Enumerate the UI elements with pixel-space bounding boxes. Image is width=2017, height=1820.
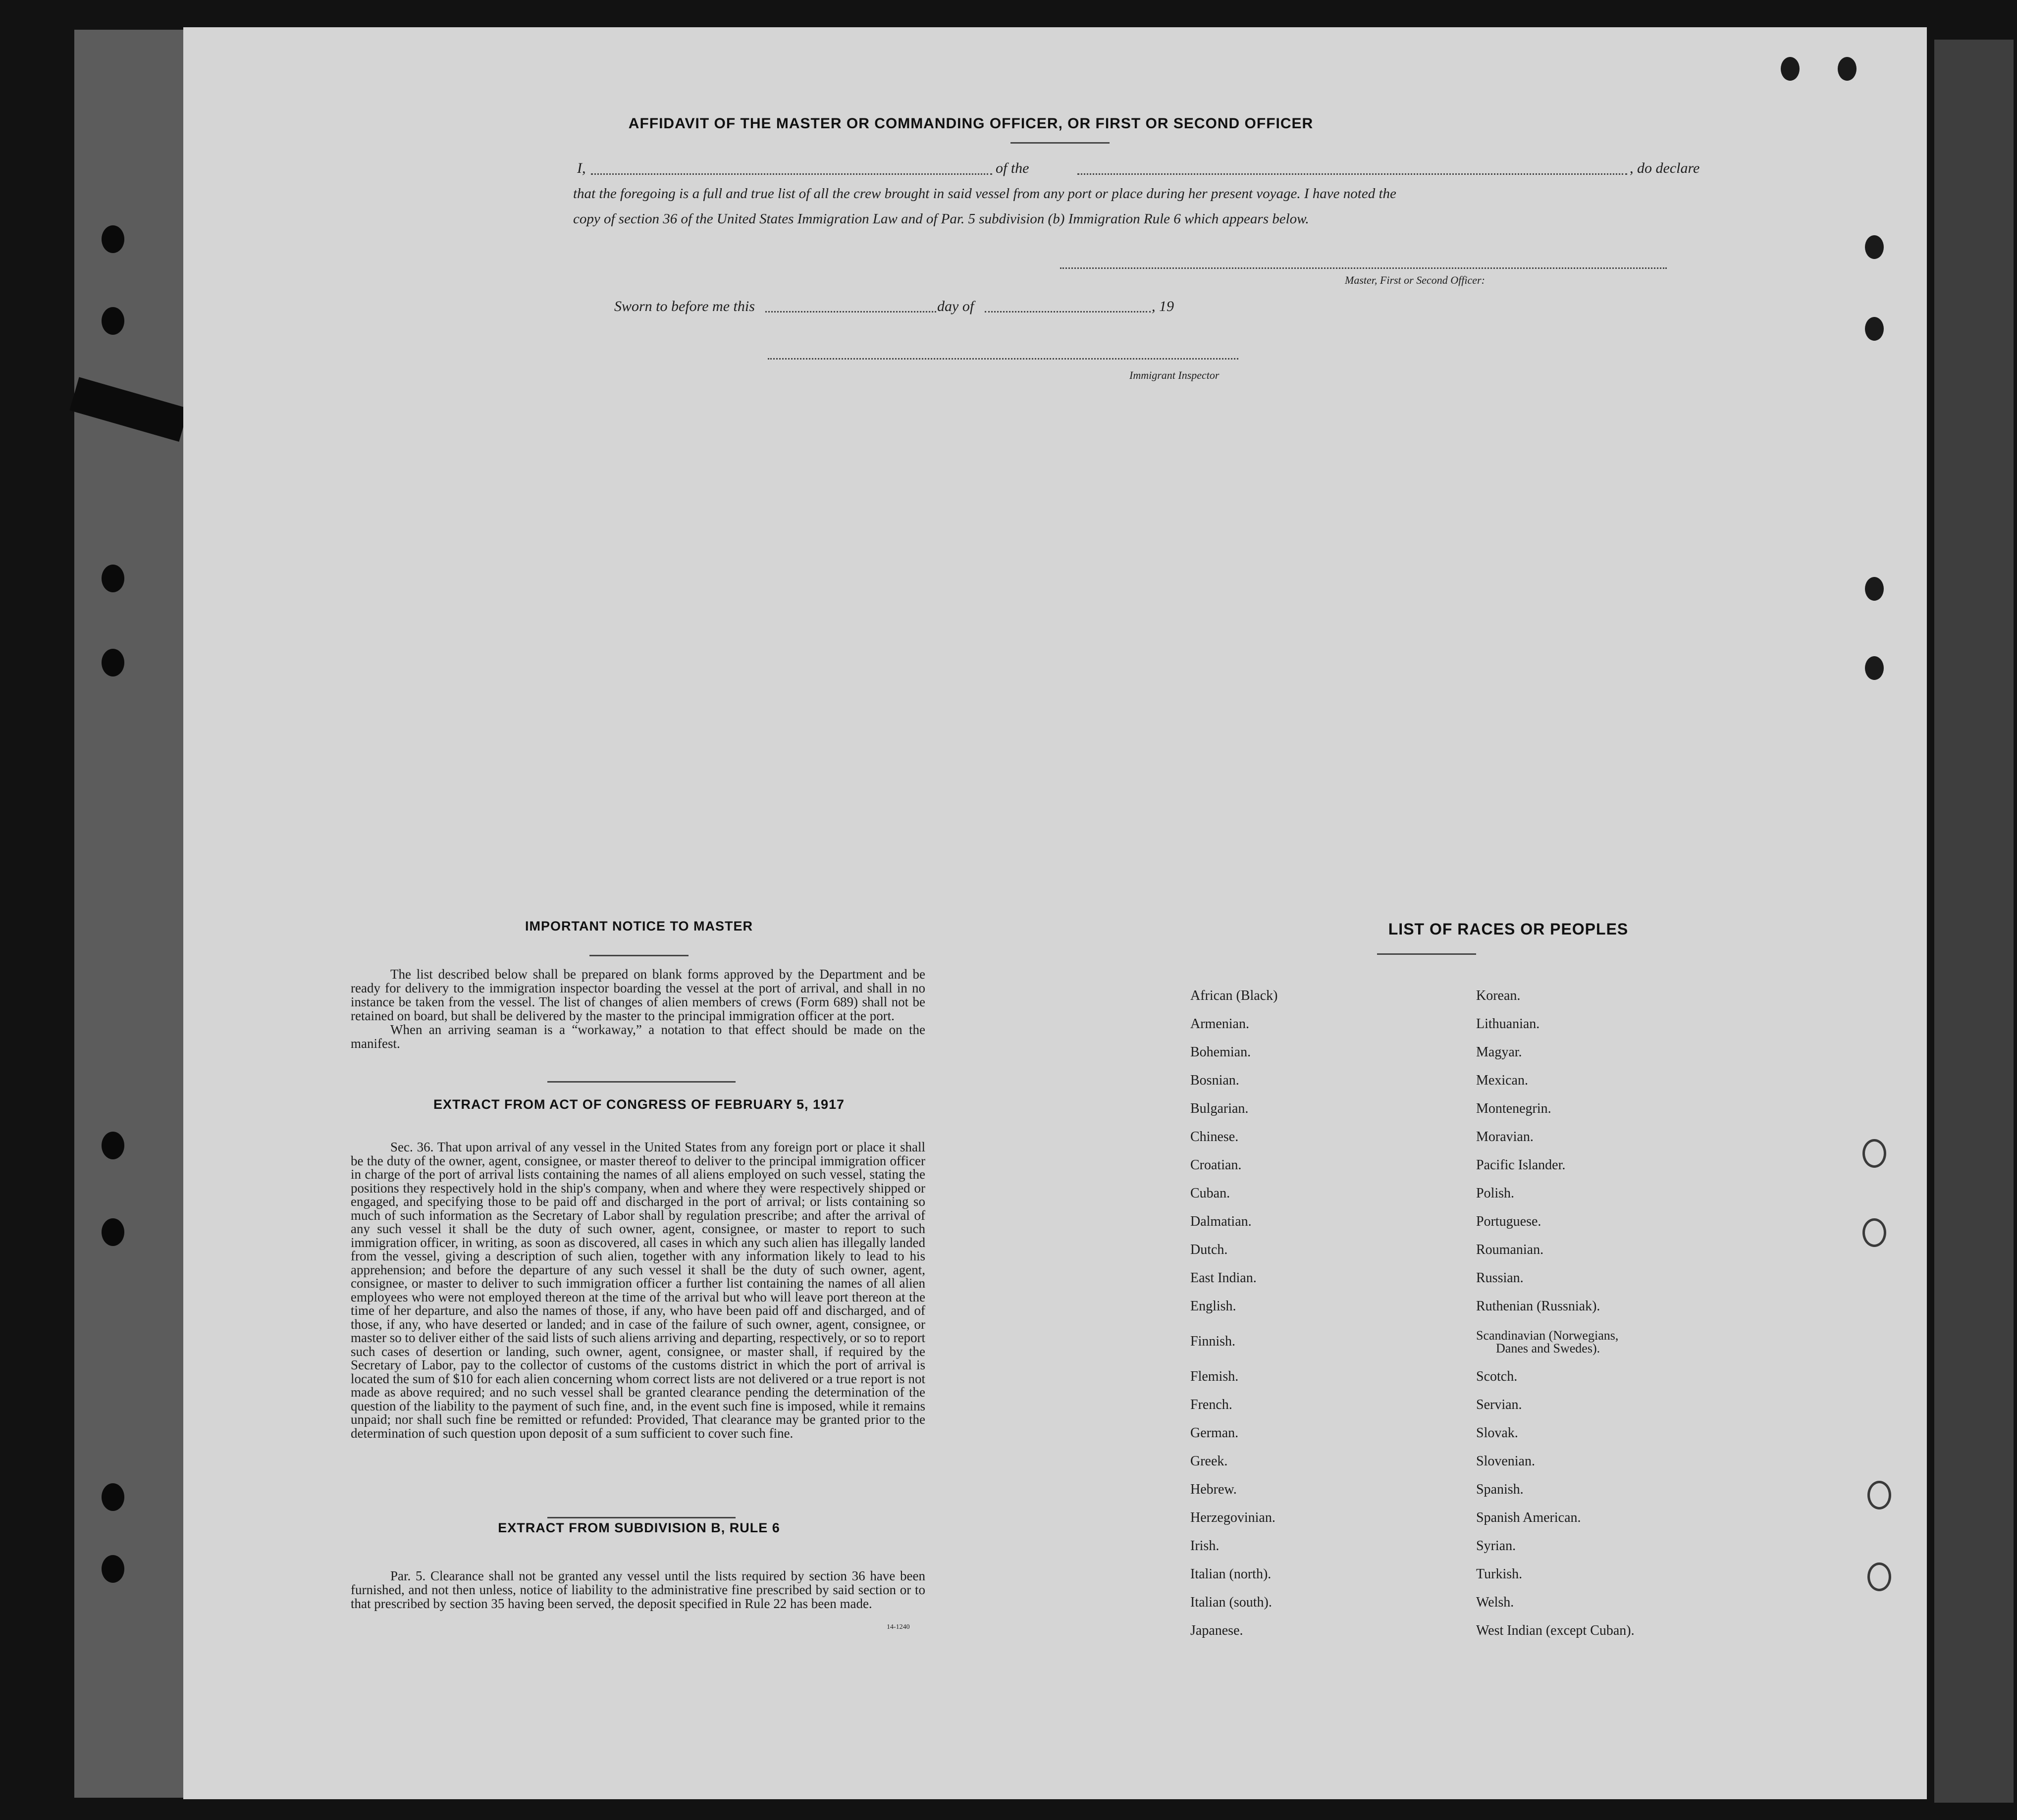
race-item: Servian. [1476,1397,1522,1412]
affidavit-line-3: copy of section 36 of the United States Immigration Law and of Par. 5 subdivision (b) Immigration Rule 6 which appears below. [573,211,1309,227]
year-label: , 19 [1152,298,1174,314]
race-item: Herzegovinian. [1190,1510,1275,1525]
punch-hole [1862,1218,1886,1247]
affidavit-title: AFFIDAVIT OF THE MASTER OR COMMANDING OFFICER, OR FIRST OR SECOND OFFICER [628,115,1314,132]
master-signature-field[interactable] [1060,267,1667,269]
race-item: Finnish. [1190,1334,1236,1349]
race-item: Welsh. [1476,1595,1514,1610]
punch-hole [1865,656,1884,680]
race-item: Chinese. [1190,1129,1239,1144]
race-item: Italian (south). [1190,1595,1272,1610]
race-item: Cuban. [1190,1186,1230,1201]
vessel-name-field[interactable] [1077,173,1627,175]
race-item: Turkish. [1476,1566,1523,1582]
race-item: Slovenian. [1476,1454,1535,1469]
race-item: Hebrew. [1190,1482,1237,1497]
race-item: West Indian (except Cuban). [1476,1623,1635,1638]
race-item: Korean. [1476,988,1521,1003]
race-item: Bulgarian. [1190,1101,1249,1116]
sworn-month-field[interactable] [985,311,1151,312]
race-item: Lithuanian. [1476,1016,1540,1032]
punch-hole [1865,317,1884,341]
right-binder-strip [1934,40,2014,1803]
race-item: Dutch. [1190,1242,1228,1257]
sworn-day-field[interactable] [765,311,936,312]
race-item: Spanish American. [1476,1510,1581,1525]
inspector-signature-field[interactable] [768,358,1238,360]
race-item: Ruthenian (Russniak). [1476,1299,1600,1314]
day-of-label: day of [937,298,974,314]
section-36-text: Sec. 36. That upon arrival of any vessel in the United States from any foreign port or place it shall be the duty of the owner, agent, consignee, or master thereof to deliver to the principal immigration officer in charge of the port of arrival lists containing the names of all aliens employed on such vessel, stating the positions they respectively hold in the ship's company, when and where they were respectively shipped or engaged, and specifying those to be paid off and discharged in the port of arrival; or lists containing so much of such information as the Secretary of Labor shall by regulation prescribe; and after the arrival of any such vessel it shall be the duty of such owner, agent, consignee, or master to report to such immigration officer, in writing, as soon as discovered, all cases in which any such alien has illegally landed from the vessel, giving a description of such alien, together with any information likely to lead to his apprehension; and before the departure of any such vessel it shall be the duty of such owner, agent, consignee, or master to deliver to such immigration officer a further list containing the names of all alien employees who were not employed thereon at the time of the arrival but who will leave port thereon at the time of her departure, and also the names of those, if any, who have been paid off and discharged, and of those, if any, who have deserted or landed; and in case of the failure of such owner, agent, consignee, or master so to deliver either of the said lists of such aliens arriving and departing, respectively, or so to report such cases of desertion or landing, such owner, agent, consignee, or master shall, if required by the Secretary of Labor, pay to the collector of customs of the customs district in which the port of arrival is located the sum of $10 for each alien concerning whom correct lists are not delivered or a true report is not made as above required; and no such vessel shall be granted clearance pending the determination of the question of the liability to the payment of such fine, and, in the event such fine is imposed, while it remains unpaid; nor shall such fine be remitted or refunded: Provided, That clearance may be granted prior to the determination of such question upon deposit of a sum sufficient to cover such fine. [351,1140,925,1441]
race-item: Scotch. [1476,1369,1518,1384]
sworn-label: Sworn to before me this [614,298,755,314]
affidavit-declare-label: , do declare [1630,160,1700,176]
binder-hole [102,1218,124,1246]
binder-hole [102,1555,124,1583]
race-item: Mexican. [1476,1073,1528,1088]
binder-hole [102,649,124,676]
race-item: German. [1190,1425,1239,1441]
document-page [183,27,1927,1799]
punch-hole [1865,577,1884,601]
race-item: Moravian. [1476,1129,1534,1144]
punch-hole [1781,57,1800,81]
form-number: 14-1240 [887,1623,910,1631]
race-item: East Indian. [1190,1270,1257,1286]
extract-act-title: EXTRACT FROM ACT OF CONGRESS OF FEBRUARY 5, 1917 [433,1097,845,1112]
races-rule [1377,953,1476,955]
race-item: Scandinavian (Norwegians, [1476,1328,1619,1343]
notice-text [351,967,925,1050]
race-item: Magyar. [1476,1044,1522,1060]
affidavit-line-2: that the foregoing is a full and true list of all the crew brought in said vessel from any port or place during her present voyage. I have noted the [573,186,1396,202]
race-item: English. [1190,1299,1236,1314]
inspector-label: Immigrant Inspector [1129,369,1220,381]
notice-title: IMPORTANT NOTICE TO MASTER [525,919,753,934]
race-item: Slovak. [1476,1425,1518,1441]
binder-hole [102,565,124,592]
binder-strip [74,30,188,1798]
extract-rule-text [351,1569,925,1611]
race-item: Syrian. [1476,1538,1516,1554]
race-item: Roumanian. [1476,1242,1544,1257]
extract-rule-title: EXTRACT FROM SUBDIVISION B, RULE 6 [498,1520,780,1535]
race-item: Russian. [1476,1270,1524,1286]
race-item: Bohemian. [1190,1044,1251,1060]
notice-end-rule [547,1081,736,1083]
master-signature-label: Master, First or Second Officer: [1345,274,1485,286]
par-5-text: Par. 5. Clearance shall not be granted any vessel until the lists required by section 36 have been furnished, and not then unless, notice of liability to the administrative fine prescribed by said section or to that prescribed by section 35 having been served, the deposit specified in Rule 22 has been made. [351,1568,925,1611]
affidavit-of-the-label: of the [996,160,1029,176]
race-item: Croatian. [1190,1157,1242,1173]
race-item: Bosnian. [1190,1073,1239,1088]
binder-hole [102,307,124,335]
race-item: Dalmatian. [1190,1214,1252,1229]
race-item: Portuguese. [1476,1214,1541,1229]
race-item: Montenegrin. [1476,1101,1551,1116]
race-item: Flemish. [1190,1369,1239,1384]
binder-hole [102,1483,124,1511]
notice-paragraph-2: When an arriving seaman is a “workaway,” a notation to that effect should be made on the manifest. [351,1022,925,1051]
punch-hole [1867,1481,1891,1509]
declarant-name-field[interactable] [591,173,992,175]
title-rule [1010,142,1110,144]
notice-paragraph-1: The list described below shall be prepared on blank forms approved by the Department and be ready for delivery to the immigration inspector boarding the vessel at the port of arrival, and shall in no instance be taken from the vessel. The list of changes of alien members of crews (Form 689) shall not be retained on board, but shall be delivered by the master to the principal immigration officer at the port. [351,967,925,1023]
race-item: Irish. [1190,1538,1220,1554]
punch-hole [1838,57,1857,81]
race-item: French. [1190,1397,1232,1412]
races-title: LIST OF RACES OR PEOPLES [1388,920,1629,938]
extract-act-end-rule [547,1517,736,1518]
race-item: Spanish. [1476,1482,1524,1497]
race-item: Pacific Islander. [1476,1157,1566,1173]
punch-hole [1862,1139,1886,1168]
notice-rule [589,955,689,956]
race-item: Armenian. [1190,1016,1249,1032]
race-item: Danes and Swedes). [1496,1341,1600,1355]
binder-hole [102,1132,124,1159]
extract-act-text [351,1141,925,1440]
punch-hole [1867,1562,1891,1591]
binder-hole [102,225,124,253]
race-item: Italian (north). [1190,1566,1272,1582]
race-item: Greek. [1190,1454,1228,1469]
race-item: Japanese. [1190,1623,1243,1638]
affidavit-i-label: I, [577,160,586,176]
race-item: African (Black) [1190,988,1278,1003]
punch-hole [1865,235,1884,259]
race-item: Polish. [1476,1186,1515,1201]
